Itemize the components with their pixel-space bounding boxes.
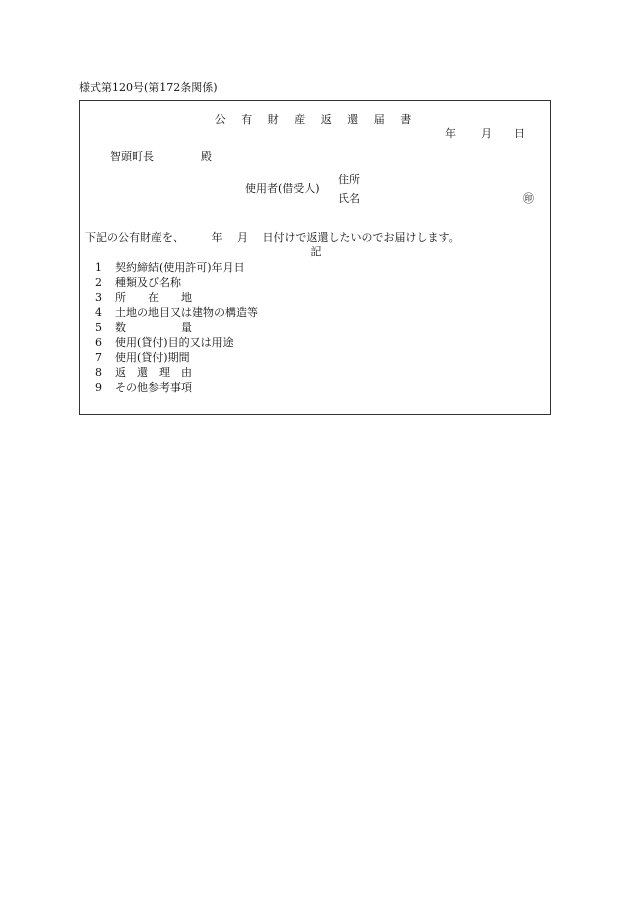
item-number: 9	[95, 381, 102, 394]
list-item	[95, 277, 181, 288]
form-frame	[79, 100, 551, 415]
list-item	[95, 322, 192, 333]
user-label: 使用者(借受人)	[245, 182, 320, 195]
ki-heading: 記	[310, 245, 322, 258]
list-item	[95, 307, 258, 318]
item-number: 7	[95, 351, 102, 364]
address-label: 住所	[338, 173, 360, 186]
list-item	[95, 337, 234, 348]
list-item	[95, 352, 190, 363]
item-label: 使用(貸付)期間	[115, 351, 190, 364]
item-label: 所 在 地	[115, 291, 192, 304]
list-item	[95, 292, 192, 303]
item-number: 4	[95, 306, 102, 319]
item-number: 6	[95, 336, 102, 349]
document-title: 公 有 財 産 返 還 届 書	[214, 113, 418, 126]
item-number: 3	[95, 291, 102, 304]
form-caption: 様式第120号(第172条関係)	[79, 81, 218, 94]
addressee-honorific: 殿	[201, 150, 212, 163]
item-label: 数 量	[115, 321, 192, 334]
name-label: 氏名	[338, 192, 360, 205]
item-label: その他参考事項	[115, 381, 192, 394]
item-label: 土地の地目又は建物の構造等	[115, 306, 258, 319]
item-label: 返 還 理 由	[115, 366, 192, 379]
item-number: 1	[95, 261, 102, 274]
seal-mark: ㊞	[523, 192, 534, 205]
item-number: 5	[95, 321, 102, 334]
item-label: 使用(貸付)目的又は用途	[115, 336, 234, 349]
date-day-label: 日	[514, 127, 525, 140]
list-item	[95, 382, 192, 393]
list-item	[95, 367, 192, 378]
addressee: 智頭町長	[110, 150, 154, 163]
item-label: 契約締結(使用許可)年月日	[115, 261, 245, 274]
list-item	[95, 262, 245, 273]
date-month-label: 月	[481, 127, 492, 140]
item-label: 種類及び名称	[115, 276, 181, 289]
notice-text: 下記の公有財産を、 年 月 日付けで返還したいのでお届けします。	[85, 231, 460, 244]
item-number: 8	[95, 366, 102, 379]
date-year-label: 年	[445, 127, 456, 140]
item-number: 2	[95, 276, 102, 289]
